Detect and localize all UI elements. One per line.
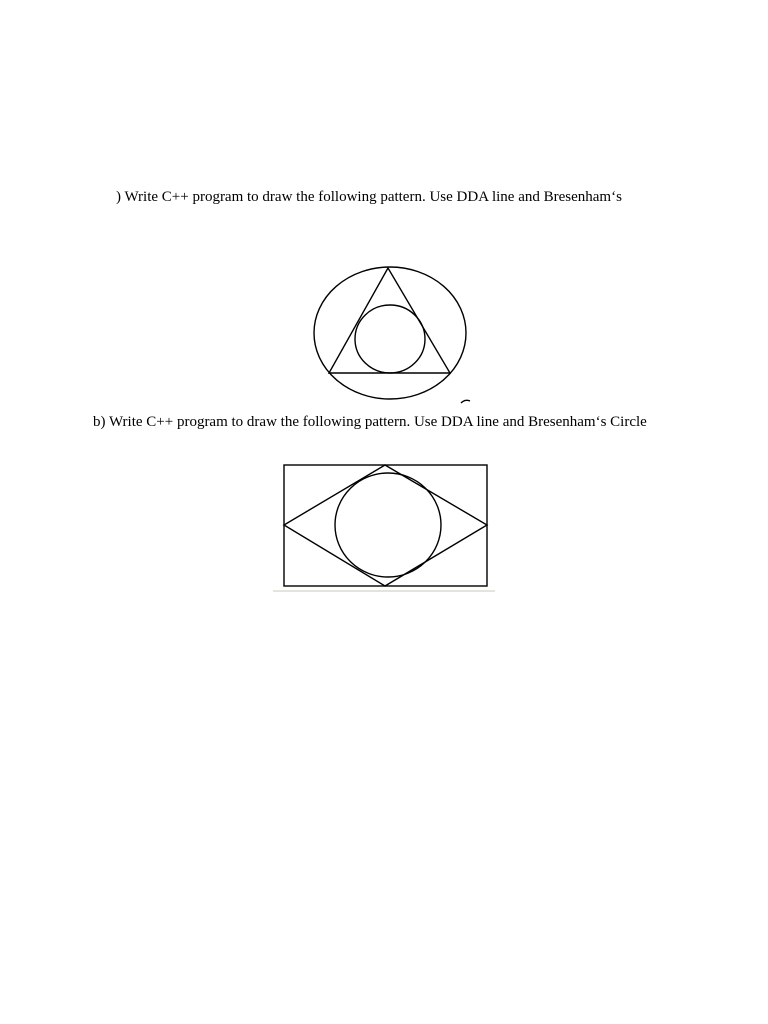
inscribed-triangle [329,268,450,373]
question-b-text: b) Write C++ program to draw the following pattern. Use DDA line and Bresenham‘s Circle [93,414,647,430]
inner-circle [335,473,441,577]
inner-circle [355,305,425,373]
outer-circle [314,267,466,399]
circle-triangle-figure [300,258,480,408]
outer-rectangle [284,465,487,586]
stray-mark [461,400,470,403]
rectangle-diamond-circle-figure [270,458,500,598]
inscribed-diamond [284,465,487,586]
question-a-text: ) Write C++ program to draw the following pattern. Use DDA line and Bresenham‘s [116,189,622,205]
